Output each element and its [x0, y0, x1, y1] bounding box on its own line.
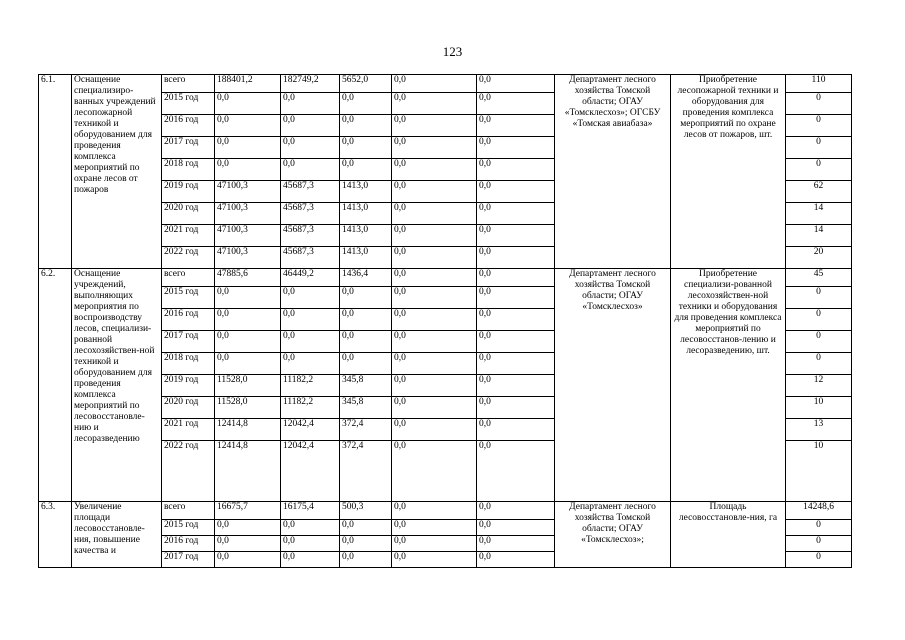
total-cell: 0,0 — [215, 331, 281, 353]
federal-cell: 0,0 — [281, 159, 340, 181]
indicator-value-cell: 62 — [786, 181, 852, 203]
federal-cell: 45687,3 — [281, 247, 340, 269]
local-cell: 0,0 — [392, 93, 477, 115]
local-cell: 0,0 — [392, 75, 477, 93]
regional-cell: 0,0 — [340, 115, 392, 137]
year-cell: 2018 год — [162, 159, 215, 181]
local-cell: 0,0 — [392, 309, 477, 331]
regional-cell: 1413,0 — [340, 181, 392, 203]
responsible-cell: Департамент лесного хозяйства Томской области; ОГАУ «Томсклесхоз»; ОГСБУ «Томская авиабаза» — [555, 75, 671, 269]
indicator-value-cell: 14 — [786, 203, 852, 225]
total-cell: 16675,7 — [215, 502, 281, 520]
total-cell: 188401,2 — [215, 75, 281, 93]
regional-cell: 5652,0 — [340, 75, 392, 93]
other-cell: 0,0 — [477, 137, 555, 159]
indicator-value-cell: 0 — [786, 115, 852, 137]
federal-cell: 11182,2 — [281, 397, 340, 419]
other-cell: 0,0 — [477, 331, 555, 353]
total-cell: 0,0 — [215, 536, 281, 552]
regional-cell: 1413,0 — [340, 225, 392, 247]
total-cell: 47100,3 — [215, 247, 281, 269]
federal-cell: 0,0 — [281, 520, 340, 536]
indicator-value-cell: 12 — [786, 375, 852, 397]
regional-cell: 372,4 — [340, 419, 392, 441]
year-cell: 2016 год — [162, 115, 215, 137]
other-cell: 0,0 — [477, 225, 555, 247]
other-cell: 0,0 — [477, 115, 555, 137]
other-cell: 0,0 — [477, 159, 555, 181]
indicator-value-cell: 45 — [786, 269, 852, 287]
section-number: 6.2. — [39, 269, 72, 502]
local-cell: 0,0 — [392, 502, 477, 520]
total-cell: 0,0 — [215, 93, 281, 115]
local-cell: 0,0 — [392, 536, 477, 552]
indicator-cell: Приобретение лесопожарной техники и оборудования для проведения комплекса мероприятий по охране лесов от пожаров, шт. — [671, 75, 786, 269]
local-cell: 0,0 — [392, 287, 477, 309]
indicator-value-cell: 0 — [786, 353, 852, 375]
year-cell: 2017 год — [162, 137, 215, 159]
federal-cell: 0,0 — [281, 309, 340, 331]
year-cell: 2018 год — [162, 353, 215, 375]
total-cell: 47885,6 — [215, 269, 281, 287]
year-cell: всего — [162, 502, 215, 520]
regional-cell: 1413,0 — [340, 203, 392, 225]
regional-cell: 0,0 — [340, 93, 392, 115]
indicator-value-cell: 0 — [786, 159, 852, 181]
section-number: 6.3. — [39, 502, 72, 568]
indicator-value-cell: 14248,6 — [786, 502, 852, 520]
indicator-value-cell: 0 — [786, 552, 852, 568]
local-cell: 0,0 — [392, 137, 477, 159]
federal-cell: 45687,3 — [281, 225, 340, 247]
local-cell: 0,0 — [392, 269, 477, 287]
indicator-value-cell: 10 — [786, 397, 852, 419]
local-cell: 0,0 — [392, 159, 477, 181]
federal-cell: 11182,2 — [281, 375, 340, 397]
section-name: Увеличение площади лесовосстановле-ния, повышение качества и — [72, 502, 162, 568]
federal-cell: 0,0 — [281, 115, 340, 137]
total-cell: 47100,3 — [215, 181, 281, 203]
other-cell: 0,0 — [477, 203, 555, 225]
federal-cell: 12042,4 — [281, 419, 340, 441]
other-cell: 0,0 — [477, 247, 555, 269]
other-cell: 0,0 — [477, 75, 555, 93]
year-cell: 2021 год — [162, 419, 215, 441]
local-cell: 0,0 — [392, 203, 477, 225]
federal-cell: 0,0 — [281, 353, 340, 375]
year-cell: 2021 год — [162, 225, 215, 247]
other-cell: 0,0 — [477, 309, 555, 331]
total-cell: 0,0 — [215, 309, 281, 331]
indicator-cell: Площадь лесовосстановле-ния, га — [671, 502, 786, 568]
federal-cell: 0,0 — [281, 287, 340, 309]
other-cell: 0,0 — [477, 93, 555, 115]
other-cell: 0,0 — [477, 502, 555, 520]
local-cell: 0,0 — [392, 552, 477, 568]
local-cell: 0,0 — [392, 419, 477, 441]
indicator-value-cell: 13 — [786, 419, 852, 441]
year-cell: всего — [162, 269, 215, 287]
indicator-value-cell: 10 — [786, 441, 852, 502]
regional-cell: 0,0 — [340, 159, 392, 181]
total-cell: 47100,3 — [215, 225, 281, 247]
federal-cell: 46449,2 — [281, 269, 340, 287]
indicator-cell: Приобретение специализи-рованной лесохозяйствен-ной техники и оборудования для проведения комплекса мероприятий по лесовосстанов-лению и лесоразведению, шт. — [671, 269, 786, 502]
federal-cell: 0,0 — [281, 137, 340, 159]
year-cell: 2015 год — [162, 93, 215, 115]
total-cell: 12414,8 — [215, 441, 281, 502]
year-cell: 2017 год — [162, 552, 215, 568]
regional-cell: 0,0 — [340, 287, 392, 309]
federal-cell: 0,0 — [281, 331, 340, 353]
regional-cell: 1413,0 — [340, 247, 392, 269]
regional-cell: 345,8 — [340, 397, 392, 419]
total-cell: 12414,8 — [215, 419, 281, 441]
other-cell: 0,0 — [477, 181, 555, 203]
table-row — [39, 269, 852, 287]
year-cell: 2015 год — [162, 287, 215, 309]
regional-cell: 500,3 — [340, 502, 392, 520]
federal-cell: 0,0 — [281, 93, 340, 115]
regional-cell: 372,4 — [340, 441, 392, 502]
regional-cell: 1436,4 — [340, 269, 392, 287]
federal-cell: 182749,2 — [281, 75, 340, 93]
section-number: 6.1. — [39, 75, 72, 269]
local-cell: 0,0 — [392, 331, 477, 353]
total-cell: 0,0 — [215, 159, 281, 181]
regional-cell: 0,0 — [340, 353, 392, 375]
regional-cell: 0,0 — [340, 137, 392, 159]
total-cell: 0,0 — [215, 520, 281, 536]
federal-cell: 45687,3 — [281, 181, 340, 203]
other-cell: 0,0 — [477, 419, 555, 441]
other-cell: 0,0 — [477, 397, 555, 419]
total-cell: 0,0 — [215, 137, 281, 159]
local-cell: 0,0 — [392, 441, 477, 502]
year-cell: 2016 год — [162, 309, 215, 331]
other-cell: 0,0 — [477, 536, 555, 552]
year-cell: 2020 год — [162, 397, 215, 419]
page-number: 123 — [442, 44, 463, 59]
indicator-value-cell: 0 — [786, 536, 852, 552]
local-cell: 0,0 — [392, 375, 477, 397]
section-name: Оснащение специализиро-ванных учреждений лесопожарной техникой и оборудованием для проведения комплекса мероприятий по охране лесов от пожаров — [72, 75, 162, 269]
indicator-value-cell: 0 — [786, 331, 852, 353]
indicator-value-cell: 0 — [786, 520, 852, 536]
local-cell: 0,0 — [392, 181, 477, 203]
program-table — [38, 74, 852, 568]
indicator-value-cell: 0 — [786, 309, 852, 331]
local-cell: 0,0 — [392, 247, 477, 269]
indicator-value-cell: 0 — [786, 287, 852, 309]
regional-cell: 345,8 — [340, 375, 392, 397]
total-cell: 11528,0 — [215, 375, 281, 397]
local-cell: 0,0 — [392, 115, 477, 137]
year-cell: 2022 год — [162, 247, 215, 269]
indicator-value-cell: 110 — [786, 75, 852, 93]
local-cell: 0,0 — [392, 397, 477, 419]
year-cell: 2020 год — [162, 203, 215, 225]
regional-cell: 0,0 — [340, 331, 392, 353]
federal-cell: 0,0 — [281, 552, 340, 568]
regional-cell: 0,0 — [340, 552, 392, 568]
other-cell: 0,0 — [477, 353, 555, 375]
year-cell: 2019 год — [162, 375, 215, 397]
local-cell: 0,0 — [392, 353, 477, 375]
federal-cell: 12042,4 — [281, 441, 340, 502]
federal-cell: 16175,4 — [281, 502, 340, 520]
year-cell: 2016 год — [162, 536, 215, 552]
table-row — [39, 502, 852, 520]
other-cell: 0,0 — [477, 287, 555, 309]
total-cell: 0,0 — [215, 353, 281, 375]
indicator-value-cell: 14 — [786, 225, 852, 247]
total-cell: 0,0 — [215, 115, 281, 137]
total-cell: 0,0 — [215, 287, 281, 309]
other-cell: 0,0 — [477, 375, 555, 397]
year-cell: 2019 год — [162, 181, 215, 203]
responsible-cell: Департамент лесного хозяйства Томской области; ОГАУ «Томсклесхоз»; — [555, 502, 671, 568]
regional-cell: 0,0 — [340, 520, 392, 536]
local-cell: 0,0 — [392, 225, 477, 247]
year-cell: 2017 год — [162, 331, 215, 353]
federal-cell: 45687,3 — [281, 203, 340, 225]
regional-cell: 0,0 — [340, 309, 392, 331]
year-cell: 2015 год — [162, 520, 215, 536]
indicator-value-cell: 20 — [786, 247, 852, 269]
table-row — [39, 75, 852, 93]
indicator-value-cell: 0 — [786, 93, 852, 115]
section-name: Оснащение учреждений, выполняющих мероприятия по воспроизводству лесов, специализи-рованной лесохозяйствен-ной техникой и оборудованием для проведения комплекса мероприятий по лесовосстановле-нию и лесоразведению — [72, 269, 162, 502]
federal-cell: 0,0 — [281, 536, 340, 552]
responsible-cell: Департамент лесного хозяйства Томской области; ОГАУ «Томсклесхоз» — [555, 269, 671, 502]
total-cell: 11528,0 — [215, 397, 281, 419]
other-cell: 0,0 — [477, 441, 555, 502]
total-cell: 0,0 — [215, 552, 281, 568]
regional-cell: 0,0 — [340, 536, 392, 552]
year-cell: всего — [162, 75, 215, 93]
other-cell: 0,0 — [477, 552, 555, 568]
total-cell: 47100,3 — [215, 203, 281, 225]
local-cell: 0,0 — [392, 520, 477, 536]
year-cell: 2022 год — [162, 441, 215, 502]
indicator-value-cell: 0 — [786, 137, 852, 159]
other-cell: 0,0 — [477, 520, 555, 536]
other-cell: 0,0 — [477, 269, 555, 287]
